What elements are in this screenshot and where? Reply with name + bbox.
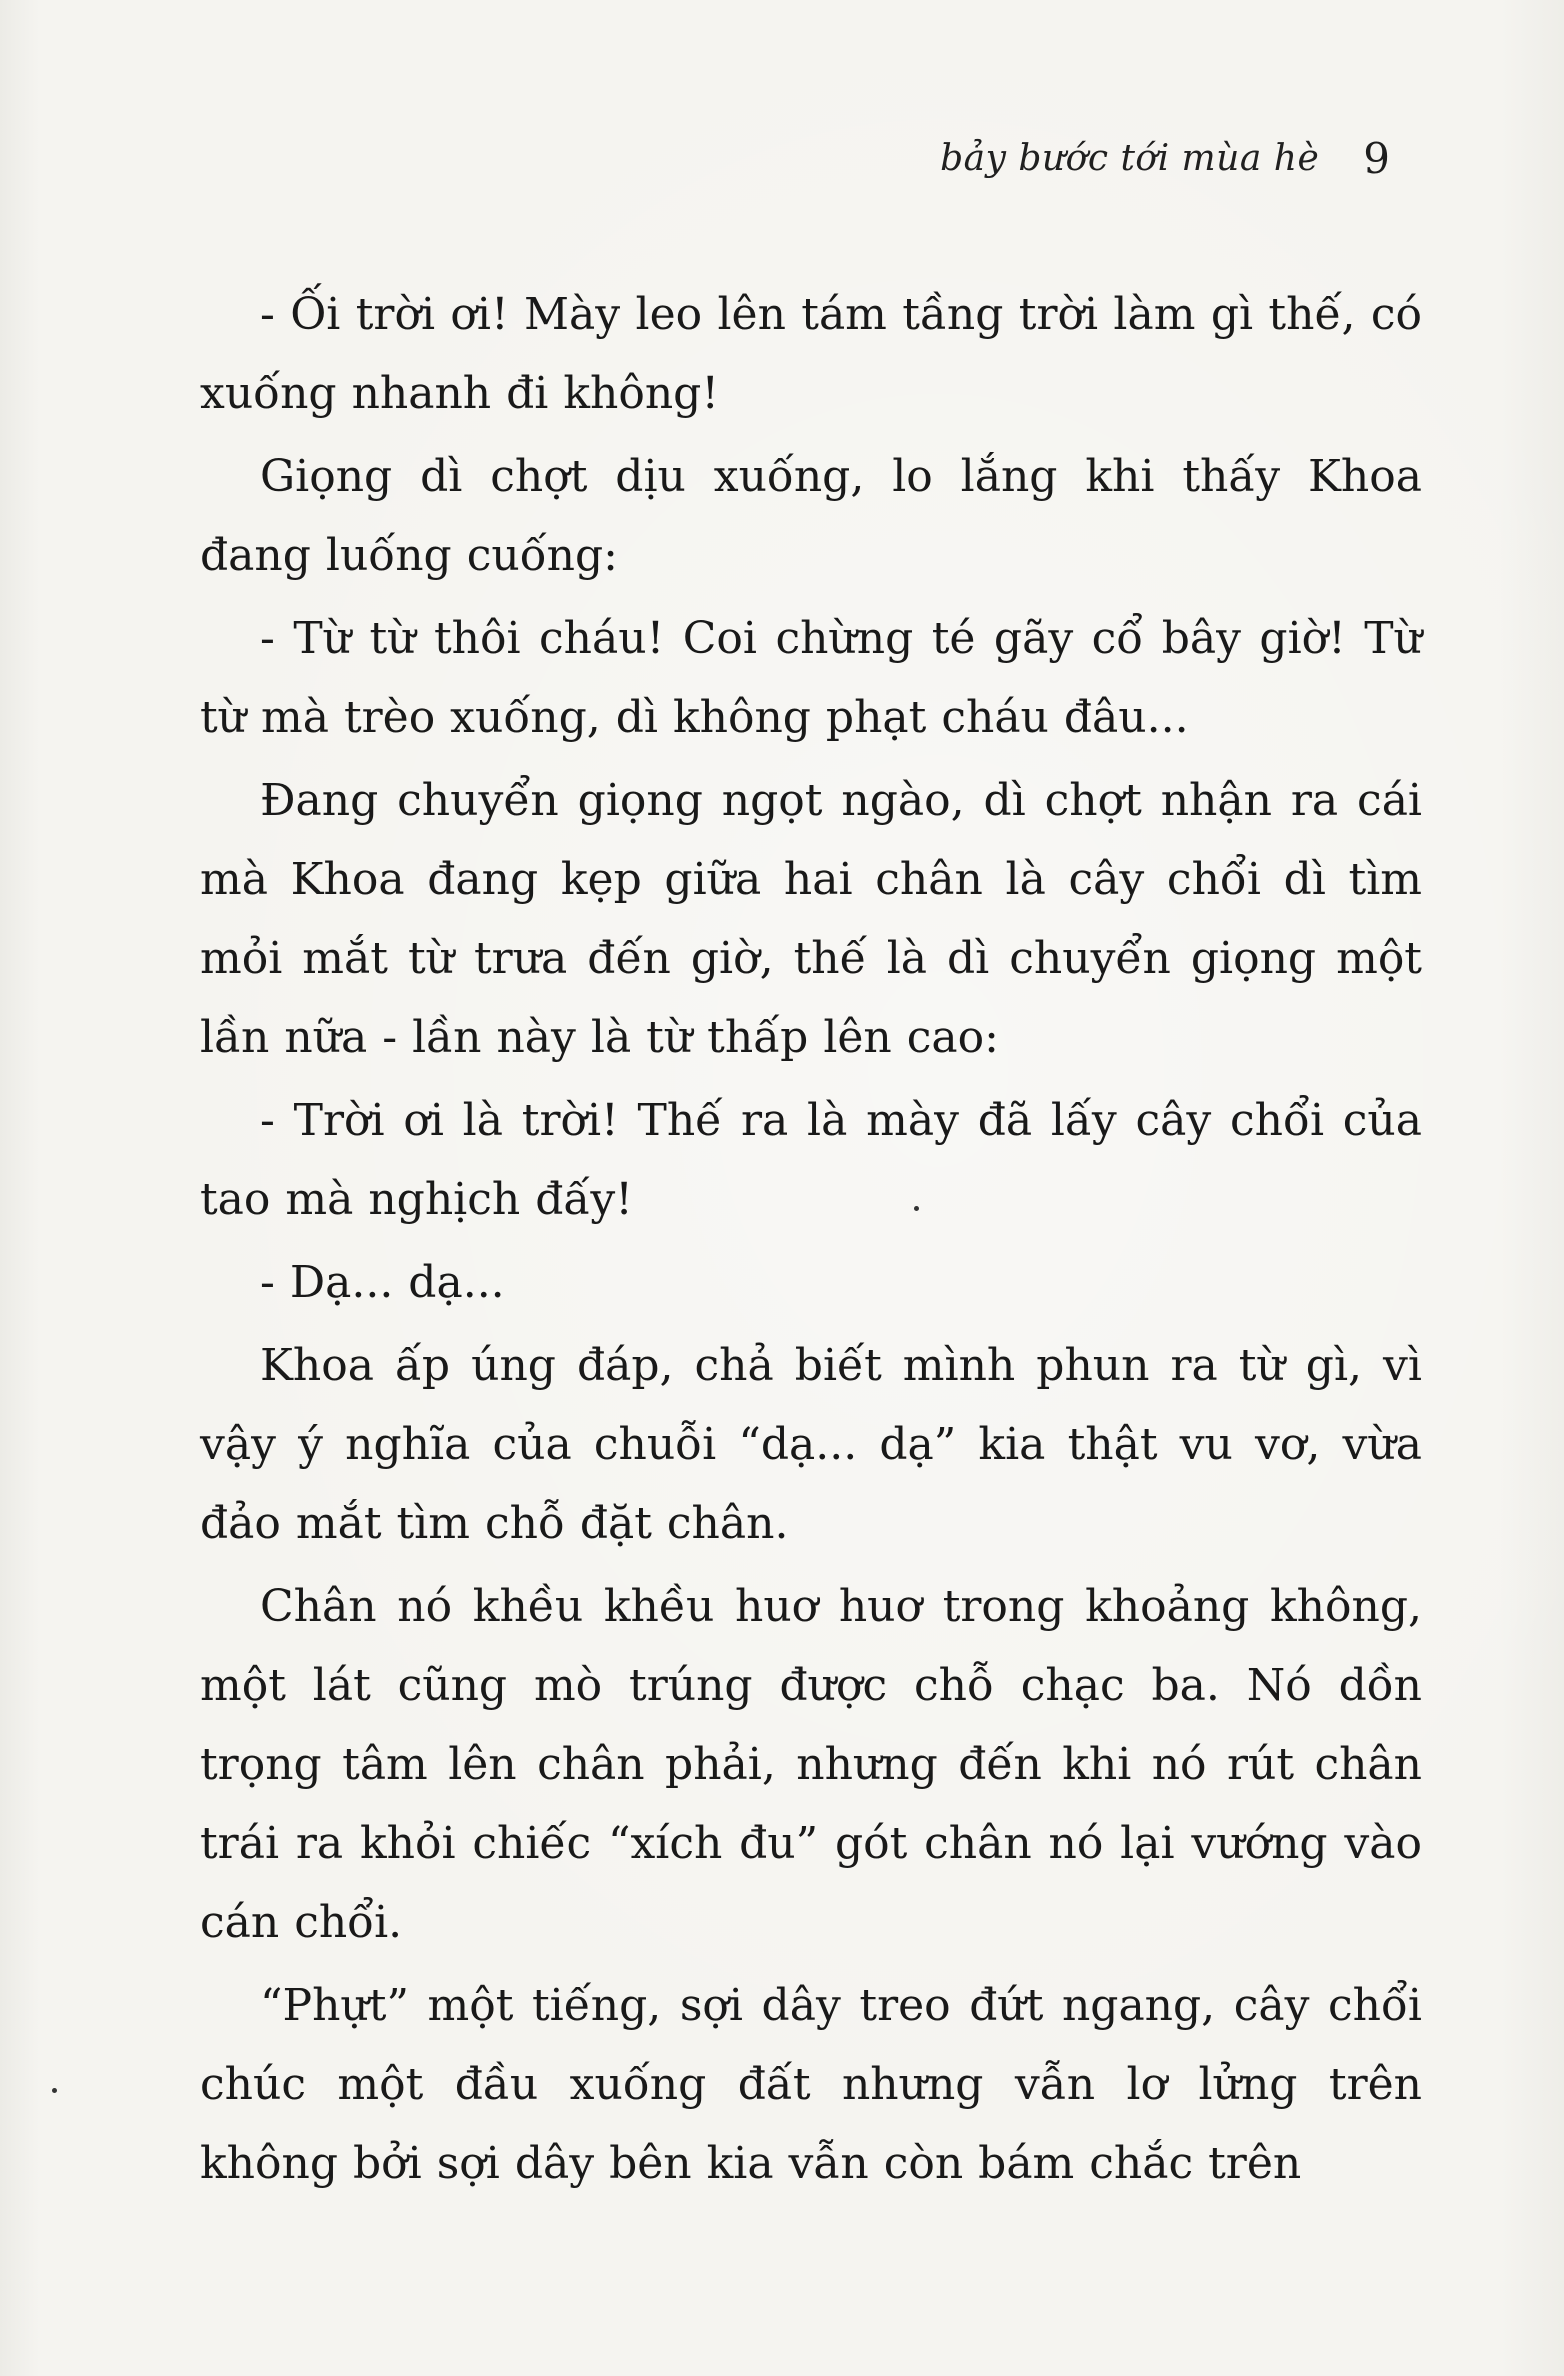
page-header: [940, 128, 1390, 188]
paragraph: - Từ từ thôi cháu! Coi chừng té gãy cổ bây giờ! Từ từ mà trèo xuống, dì không phạt cháu đâu...: [200, 613, 1422, 743]
page-number: 9: [1363, 133, 1390, 183]
paragraph: - Ối trời ơi! Mày leo lên tám tầng trời làm gì thế, có xuống nhanh đi không!: [200, 289, 1422, 419]
paragraph: - Dạ... dạ...: [260, 1257, 505, 1308]
body-text: [200, 275, 1422, 2207]
paragraph: “Phựt” một tiếng, sợi dây treo đứt ngang, cây chổi chúc một đầu xuống đất nhưng vẫn lơ lửng trên không bởi sợi dây bên kia vẫn còn bám chắc trên: [200, 1980, 1422, 2189]
running-title: bảy bước tới mùa hè: [940, 137, 1320, 179]
paragraph: Chân nó khều khều huơ huơ trong khoảng không, một lát cũng mò trúng được chỗ chạc ba. Nó dồn trọng tâm lên chân phải, nhưng đến khi nó rút chân trái ra khỏi chiếc “xích đu” gót chân nó lại vướng vào cán chổi.: [200, 1581, 1422, 1948]
paragraph: Khoa ấp úng đáp, chả biết mình phun ra từ gì, vì vậy ý nghĩa của chuỗi “dạ... dạ” kia thật vu vơ, vừa đảo mắt tìm chỗ đặt chân.: [200, 1340, 1422, 1549]
paragraph: - Trời ơi là trời! Thế ra là mày đã lấy cây chổi của tao mà nghịch đấy!: [200, 1095, 1422, 1225]
paragraph: Đang chuyển giọng ngọt ngào, dì chợt nhận ra cái mà Khoa đang kẹp giữa hai chân là cây chổi dì tìm mỏi mắt từ trưa đến giờ, thế là dì chuyển giọng một lần nữa - lần này là từ thấp lên cao:: [200, 775, 1422, 1063]
print-speck: [52, 2088, 57, 2093]
print-speck: [914, 1206, 919, 1211]
paragraph: Giọng dì chợt dịu xuống, lo lắng khi thấy Khoa đang luống cuống:: [200, 451, 1422, 581]
